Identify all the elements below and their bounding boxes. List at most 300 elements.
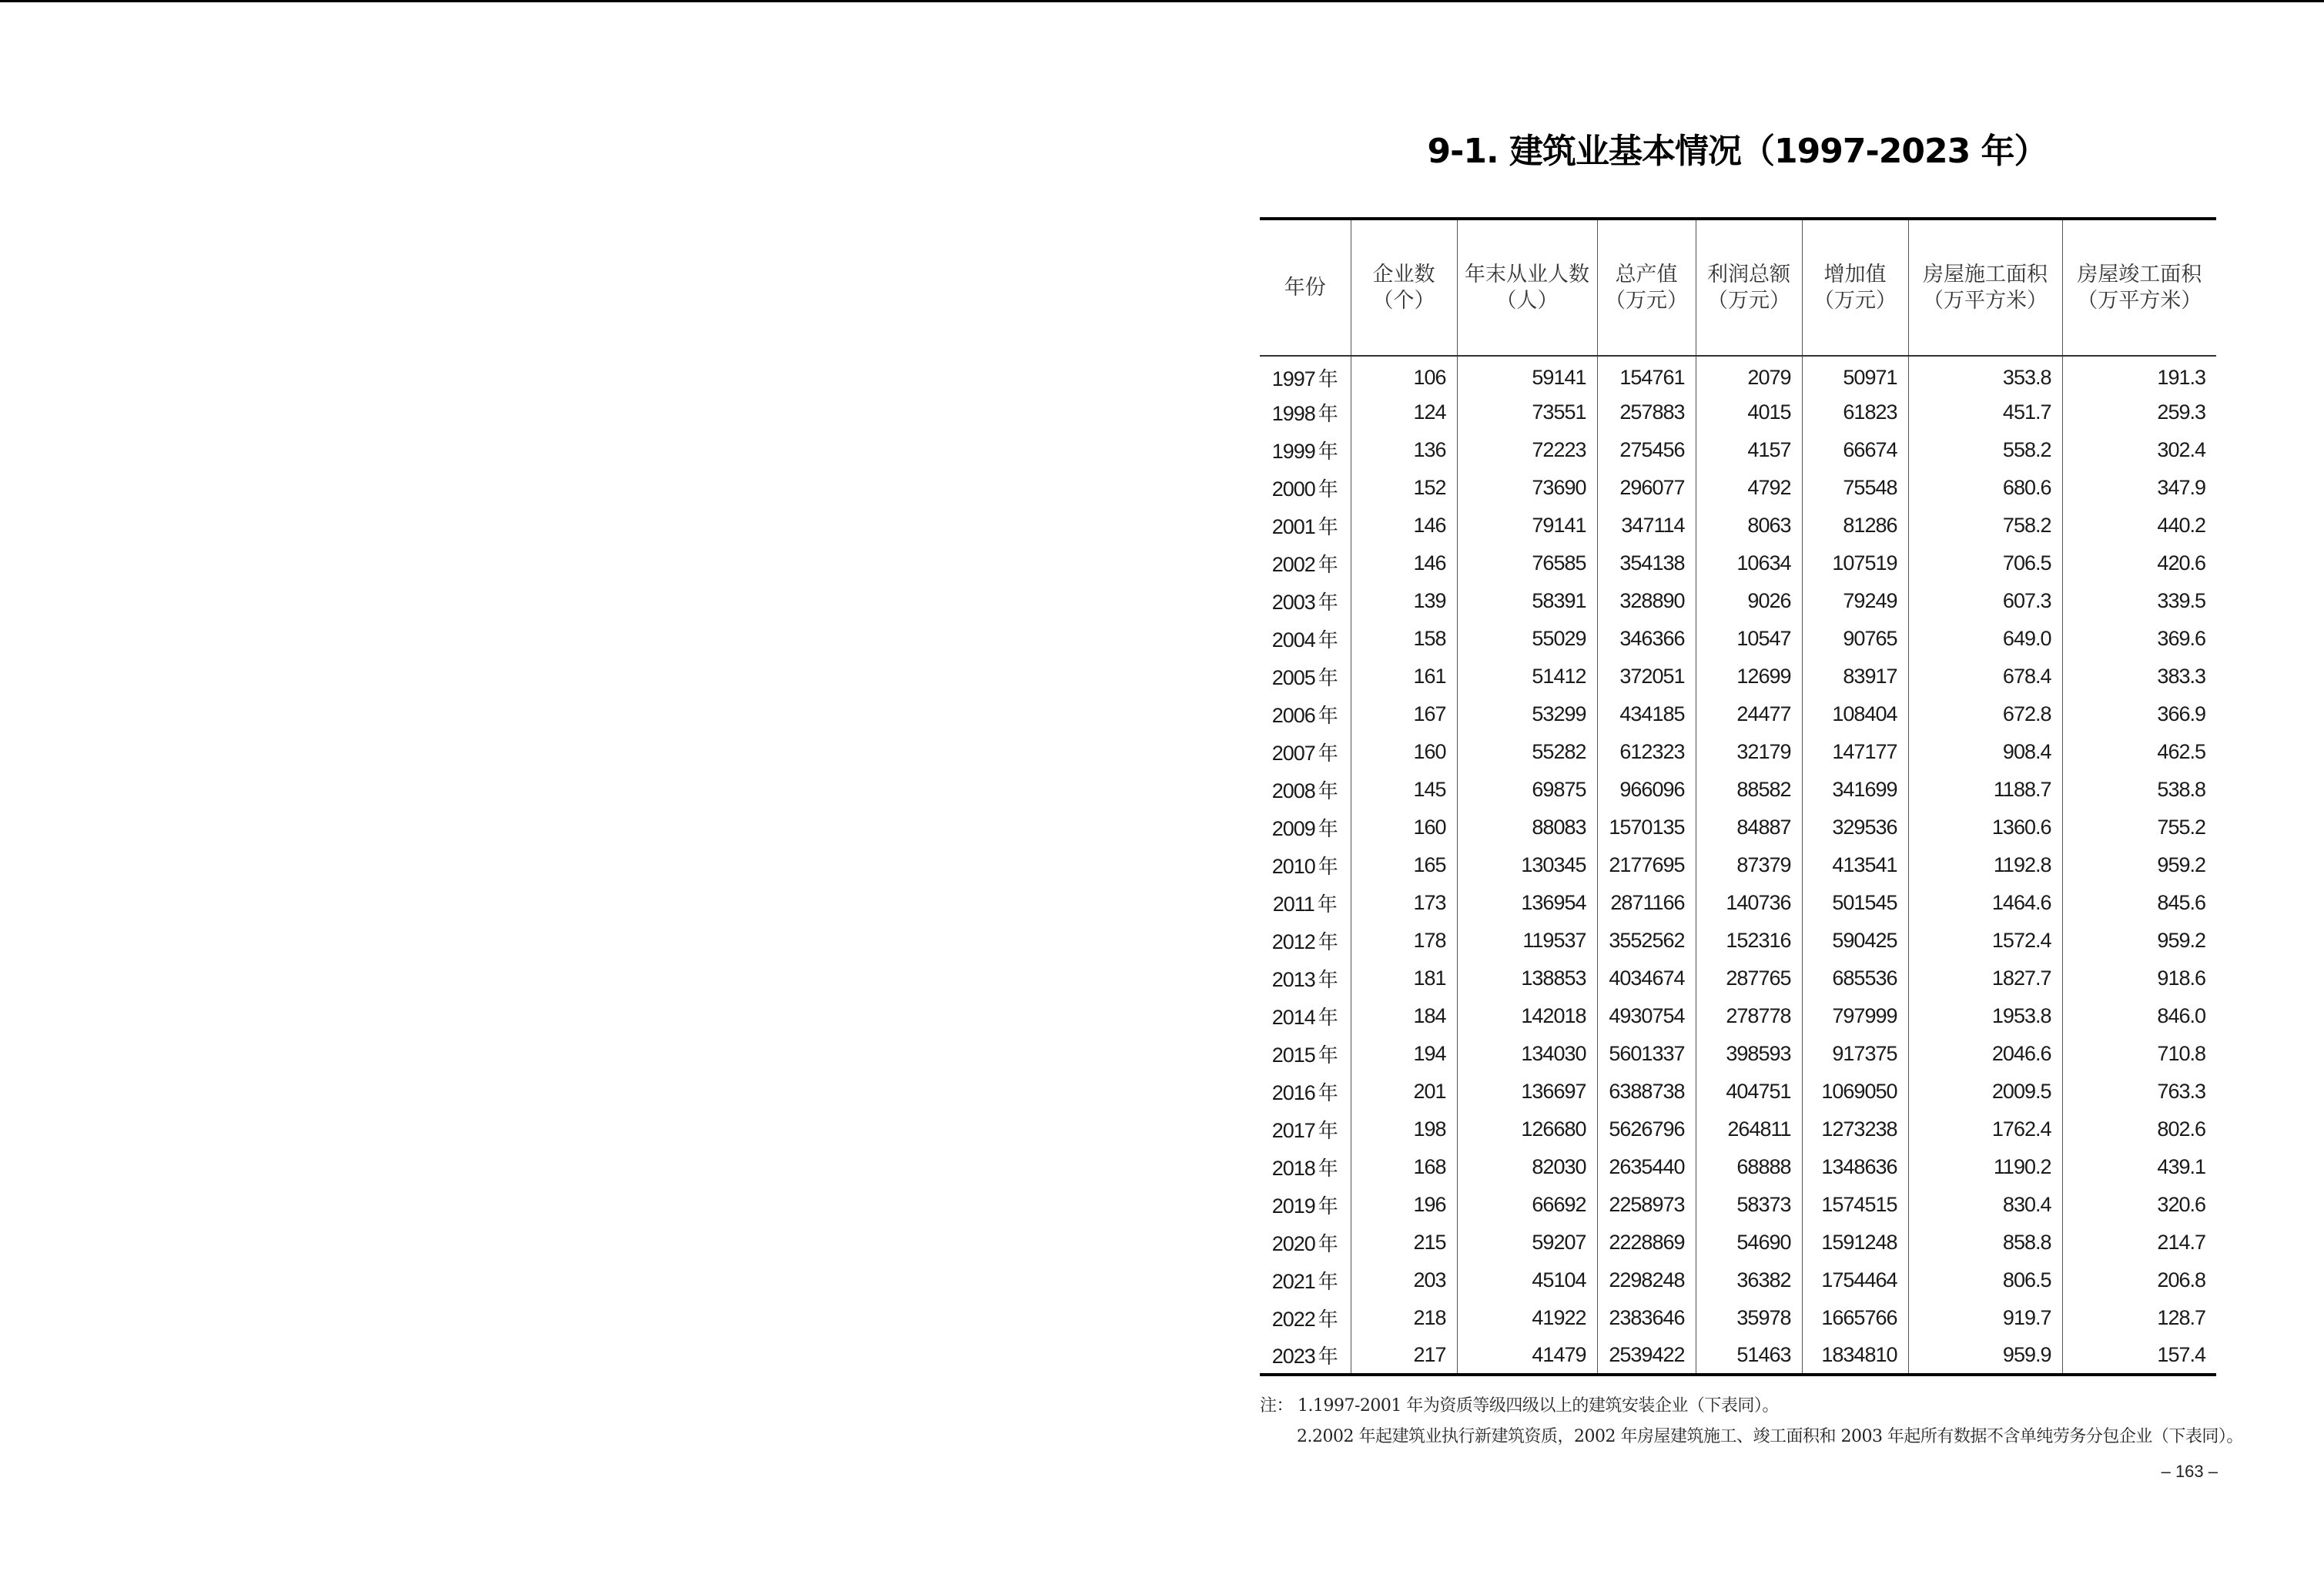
year-suffix: 年 bbox=[1318, 629, 1338, 652]
year-cell bbox=[1260, 1224, 1351, 1261]
output-cell: 2177695 bbox=[1597, 846, 1696, 884]
value-added-cell: 413541 bbox=[1802, 846, 1908, 884]
output-cell: 2539422 bbox=[1597, 1337, 1696, 1375]
construction-area-cell: 1190.2 bbox=[1908, 1148, 2062, 1186]
employees-cell: 45104 bbox=[1457, 1261, 1597, 1299]
value-added-cell: 81286 bbox=[1802, 507, 1908, 544]
profit-cell: 68888 bbox=[1696, 1148, 1802, 1186]
year-value: 1999 bbox=[1271, 440, 1315, 463]
profit-cell: 35978 bbox=[1696, 1299, 1802, 1337]
column-header-unit: （万元） bbox=[1707, 288, 1790, 313]
output-cell: 3552562 bbox=[1597, 922, 1696, 960]
employees-cell: 55029 bbox=[1457, 620, 1597, 658]
year-cell bbox=[1260, 997, 1351, 1035]
construction-area-cell: 908.4 bbox=[1908, 733, 2062, 771]
year-cell bbox=[1260, 960, 1351, 997]
enterprises-cell: 106 bbox=[1351, 356, 1457, 394]
table-container bbox=[1260, 217, 2216, 1376]
table-row bbox=[1260, 582, 2216, 620]
year-cell bbox=[1260, 922, 1351, 960]
completed-area-cell: 302.4 bbox=[2062, 431, 2216, 469]
employees-cell: 69875 bbox=[1457, 771, 1597, 809]
profit-cell: 84887 bbox=[1696, 809, 1802, 846]
enterprises-cell: 198 bbox=[1351, 1111, 1457, 1148]
column-header bbox=[1351, 219, 1457, 356]
output-cell: 4034674 bbox=[1597, 960, 1696, 997]
profit-cell: 4157 bbox=[1696, 431, 1802, 469]
profit-cell: 2079 bbox=[1696, 356, 1802, 394]
value-added-cell: 90765 bbox=[1802, 620, 1908, 658]
completed-area-cell: 420.6 bbox=[2062, 544, 2216, 582]
employees-cell: 51412 bbox=[1457, 658, 1597, 695]
year-value: 1997 bbox=[1271, 367, 1315, 390]
construction-area-cell: 830.4 bbox=[1908, 1186, 2062, 1224]
construction-area-cell: 678.4 bbox=[1908, 658, 2062, 695]
year-value: 2023 bbox=[1271, 1345, 1315, 1368]
footnote-1 bbox=[1260, 1391, 2261, 1422]
output-cell: 2228869 bbox=[1597, 1224, 1696, 1261]
employees-cell: 138853 bbox=[1457, 960, 1597, 997]
year-value: 2020 bbox=[1271, 1232, 1315, 1255]
value-added-cell: 797999 bbox=[1802, 997, 1908, 1035]
table-row bbox=[1260, 733, 2216, 771]
output-cell: 2298248 bbox=[1597, 1261, 1696, 1299]
year-value: 2000 bbox=[1271, 477, 1315, 501]
profit-cell: 9026 bbox=[1696, 582, 1802, 620]
completed-area-cell: 347.9 bbox=[2062, 469, 2216, 507]
output-cell: 347114 bbox=[1597, 507, 1696, 544]
construction-area-cell: 353.8 bbox=[1908, 356, 2062, 394]
profit-cell: 87379 bbox=[1696, 846, 1802, 884]
table-row bbox=[1260, 431, 2216, 469]
employees-cell: 55282 bbox=[1457, 733, 1597, 771]
year-suffix: 年 bbox=[1318, 403, 1338, 426]
table-row bbox=[1260, 1337, 2216, 1375]
enterprises-cell: 145 bbox=[1351, 771, 1457, 809]
year-cell bbox=[1260, 658, 1351, 695]
year-suffix: 年 bbox=[1317, 893, 1338, 916]
profit-cell: 10547 bbox=[1696, 620, 1802, 658]
enterprises-cell: 181 bbox=[1351, 960, 1457, 997]
year-suffix: 年 bbox=[1318, 1308, 1338, 1332]
year-value: 2021 bbox=[1271, 1270, 1315, 1293]
year-value: 2007 bbox=[1271, 742, 1315, 765]
completed-area-cell: 339.5 bbox=[2062, 582, 2216, 620]
year-value: 2019 bbox=[1271, 1194, 1315, 1218]
year-suffix: 年 bbox=[1318, 1195, 1338, 1218]
enterprises-cell: 201 bbox=[1351, 1073, 1457, 1111]
year-suffix: 年 bbox=[1318, 441, 1338, 464]
completed-area-cell: 845.6 bbox=[2062, 884, 2216, 922]
column-header-title: 总产值 bbox=[1615, 262, 1678, 286]
table-row bbox=[1260, 544, 2216, 582]
construction-area-cell: 1953.8 bbox=[1908, 997, 2062, 1035]
table-row bbox=[1260, 356, 2216, 394]
employees-cell: 136954 bbox=[1457, 884, 1597, 922]
completed-area-cell: 206.8 bbox=[2062, 1261, 2216, 1299]
table-row bbox=[1260, 1148, 2216, 1186]
profit-cell: 404751 bbox=[1696, 1073, 1802, 1111]
completed-area-cell: 369.6 bbox=[2062, 620, 2216, 658]
year-value: 2008 bbox=[1271, 779, 1315, 802]
year-suffix: 年 bbox=[1318, 780, 1338, 803]
enterprises-cell: 124 bbox=[1351, 394, 1457, 431]
table-row bbox=[1260, 809, 2216, 846]
year-suffix: 年 bbox=[1318, 1082, 1338, 1105]
employees-cell: 66692 bbox=[1457, 1186, 1597, 1224]
year-value: 2018 bbox=[1271, 1157, 1315, 1180]
profit-cell: 398593 bbox=[1696, 1035, 1802, 1073]
completed-area-cell: 366.9 bbox=[2062, 695, 2216, 733]
value-added-cell: 107519 bbox=[1802, 544, 1908, 582]
column-header bbox=[1260, 219, 1351, 356]
footnotes bbox=[1260, 1391, 2261, 1452]
completed-area-cell: 320.6 bbox=[2062, 1186, 2216, 1224]
year-cell bbox=[1260, 846, 1351, 884]
year-value: 2016 bbox=[1271, 1081, 1315, 1104]
enterprises-cell: 158 bbox=[1351, 620, 1457, 658]
value-added-cell: 66674 bbox=[1802, 431, 1908, 469]
year-suffix: 年 bbox=[1318, 1345, 1338, 1369]
column-header-title: 增加值 bbox=[1823, 262, 1887, 286]
table-row bbox=[1260, 846, 2216, 884]
enterprises-cell: 136 bbox=[1351, 431, 1457, 469]
table-row bbox=[1260, 771, 2216, 809]
year-cell bbox=[1260, 809, 1351, 846]
profit-cell: 264811 bbox=[1696, 1111, 1802, 1148]
profit-cell: 51463 bbox=[1696, 1337, 1802, 1375]
enterprises-cell: 165 bbox=[1351, 846, 1457, 884]
column-header bbox=[2062, 219, 2216, 356]
year-cell bbox=[1260, 1148, 1351, 1186]
year-suffix: 年 bbox=[1318, 516, 1338, 539]
table-row bbox=[1260, 1111, 2216, 1148]
column-header-title: 年末从业人数 bbox=[1465, 262, 1589, 286]
construction-area-cell: 649.0 bbox=[1908, 620, 2062, 658]
value-added-cell: 590425 bbox=[1802, 922, 1908, 960]
completed-area-cell: 191.3 bbox=[2062, 356, 2216, 394]
construction-statistics-table bbox=[1260, 217, 2216, 1376]
completed-area-cell: 802.6 bbox=[2062, 1111, 2216, 1148]
year-suffix: 年 bbox=[1318, 931, 1338, 954]
year-value: 2011 bbox=[1272, 893, 1314, 916]
output-cell: 612323 bbox=[1597, 733, 1696, 771]
profit-cell: 32179 bbox=[1696, 733, 1802, 771]
column-header-title: 房屋施工面积 bbox=[1923, 262, 2048, 286]
profit-cell: 4015 bbox=[1696, 394, 1802, 431]
completed-area-cell: 214.7 bbox=[2062, 1224, 2216, 1261]
year-value: 2003 bbox=[1271, 591, 1315, 614]
value-added-cell: 83917 bbox=[1802, 658, 1908, 695]
year-cell bbox=[1260, 544, 1351, 582]
construction-area-cell: 680.6 bbox=[1908, 469, 2062, 507]
year-cell bbox=[1260, 431, 1351, 469]
employees-cell: 134030 bbox=[1457, 1035, 1597, 1073]
employees-cell: 59141 bbox=[1457, 356, 1597, 394]
column-header bbox=[1802, 219, 1908, 356]
profit-cell: 58373 bbox=[1696, 1186, 1802, 1224]
year-suffix: 年 bbox=[1318, 1233, 1338, 1256]
year-value: 2017 bbox=[1271, 1119, 1315, 1142]
employees-cell: 41479 bbox=[1457, 1337, 1597, 1375]
column-header bbox=[1696, 219, 1802, 356]
construction-area-cell: 2046.6 bbox=[1908, 1035, 2062, 1073]
year-suffix: 年 bbox=[1318, 667, 1338, 690]
value-added-cell: 1834810 bbox=[1802, 1337, 1908, 1375]
year-suffix: 年 bbox=[1318, 856, 1338, 879]
profit-cell: 152316 bbox=[1696, 922, 1802, 960]
employees-cell: 41922 bbox=[1457, 1299, 1597, 1337]
output-cell: 2258973 bbox=[1597, 1186, 1696, 1224]
page-number: – 163 – bbox=[2161, 1462, 2218, 1481]
employees-cell: 73551 bbox=[1457, 394, 1597, 431]
column-header-unit: （个） bbox=[1372, 288, 1435, 313]
year-suffix: 年 bbox=[1318, 591, 1338, 615]
year-cell bbox=[1260, 1186, 1351, 1224]
table-row bbox=[1260, 394, 2216, 431]
value-added-cell: 341699 bbox=[1802, 771, 1908, 809]
year-suffix: 年 bbox=[1318, 818, 1338, 841]
column-header-title: 房屋竣工面积 bbox=[2077, 262, 2202, 286]
enterprises-cell: 168 bbox=[1351, 1148, 1457, 1186]
completed-area-cell: 538.8 bbox=[2062, 771, 2216, 809]
year-cell bbox=[1260, 1111, 1351, 1148]
year-cell bbox=[1260, 695, 1351, 733]
construction-area-cell: 858.8 bbox=[1908, 1224, 2062, 1261]
footnote-1-text: 1.1997-2001 年为资质等级四级以上的建筑安装企业（下表同）。 bbox=[1298, 1396, 1779, 1415]
table-body bbox=[1260, 356, 2216, 1375]
footnote-2 bbox=[1260, 1422, 2261, 1452]
footnote-2-text: 2.2002 年起建筑业执行新建筑资质，2002 年房屋建筑施工、竣工面积和 2003 年起所有数据不含单纯劳务分包企业（下表同）。 bbox=[1297, 1427, 2243, 1446]
year-value: 2014 bbox=[1271, 1006, 1315, 1029]
output-cell: 5626796 bbox=[1597, 1111, 1696, 1148]
column-header-title: 利润总额 bbox=[1707, 262, 1790, 286]
enterprises-cell: 196 bbox=[1351, 1186, 1457, 1224]
year-value: 2005 bbox=[1271, 666, 1315, 689]
employees-cell: 130345 bbox=[1457, 846, 1597, 884]
footnote-prefix: 注： bbox=[1260, 1396, 1294, 1415]
table-row bbox=[1260, 469, 2216, 507]
value-added-cell: 1273238 bbox=[1802, 1111, 1908, 1148]
enterprises-cell: 178 bbox=[1351, 922, 1457, 960]
completed-area-cell: 128.7 bbox=[2062, 1299, 2216, 1337]
year-value: 2012 bbox=[1271, 930, 1315, 953]
year-value: 2010 bbox=[1271, 855, 1315, 878]
value-added-cell: 917375 bbox=[1802, 1035, 1908, 1073]
year-value: 2009 bbox=[1271, 817, 1315, 840]
enterprises-cell: 146 bbox=[1351, 544, 1457, 582]
output-cell: 372051 bbox=[1597, 658, 1696, 695]
enterprises-cell: 152 bbox=[1351, 469, 1457, 507]
table-row bbox=[1260, 1186, 2216, 1224]
value-added-cell: 1591248 bbox=[1802, 1224, 1908, 1261]
value-added-cell: 685536 bbox=[1802, 960, 1908, 997]
value-added-cell: 1069050 bbox=[1802, 1073, 1908, 1111]
year-suffix: 年 bbox=[1318, 742, 1338, 766]
year-suffix: 年 bbox=[1318, 705, 1338, 728]
column-header bbox=[1908, 219, 2062, 356]
output-cell: 257883 bbox=[1597, 394, 1696, 431]
profit-cell: 140736 bbox=[1696, 884, 1802, 922]
value-added-cell: 1574515 bbox=[1802, 1186, 1908, 1224]
column-header-title: 企业数 bbox=[1372, 262, 1435, 286]
construction-area-cell: 558.2 bbox=[1908, 431, 2062, 469]
table-row bbox=[1260, 658, 2216, 695]
completed-area-cell: 959.2 bbox=[2062, 846, 2216, 884]
year-cell bbox=[1260, 1073, 1351, 1111]
year-cell bbox=[1260, 394, 1351, 431]
employees-cell: 53299 bbox=[1457, 695, 1597, 733]
year-cell bbox=[1260, 884, 1351, 922]
column-header bbox=[1457, 219, 1597, 356]
value-added-cell: 79249 bbox=[1802, 582, 1908, 620]
value-added-cell: 61823 bbox=[1802, 394, 1908, 431]
year-cell bbox=[1260, 469, 1351, 507]
top-border-rule bbox=[0, 0, 2324, 2]
year-value: 2001 bbox=[1271, 515, 1315, 538]
table-row bbox=[1260, 1261, 2216, 1299]
year-cell bbox=[1260, 1261, 1351, 1299]
year-suffix: 年 bbox=[1318, 1044, 1338, 1067]
profit-cell: 36382 bbox=[1696, 1261, 1802, 1299]
completed-area-cell: 763.3 bbox=[2062, 1073, 2216, 1111]
output-cell: 154761 bbox=[1597, 356, 1696, 394]
year-cell bbox=[1260, 507, 1351, 544]
column-header-unit: （万元） bbox=[1813, 288, 1897, 313]
employees-cell: 58391 bbox=[1457, 582, 1597, 620]
year-value: 2004 bbox=[1271, 628, 1315, 652]
completed-area-cell: 157.4 bbox=[2062, 1337, 2216, 1375]
employees-cell: 88083 bbox=[1457, 809, 1597, 846]
enterprises-cell: 160 bbox=[1351, 733, 1457, 771]
year-value: 2015 bbox=[1271, 1044, 1315, 1067]
employees-cell: 72223 bbox=[1457, 431, 1597, 469]
construction-area-cell: 1464.6 bbox=[1908, 884, 2062, 922]
completed-area-cell: 383.3 bbox=[2062, 658, 2216, 695]
employees-cell: 136697 bbox=[1457, 1073, 1597, 1111]
table-row bbox=[1260, 1224, 2216, 1261]
construction-area-cell: 758.2 bbox=[1908, 507, 2062, 544]
year-value: 2022 bbox=[1271, 1308, 1315, 1331]
table-row bbox=[1260, 1035, 2216, 1073]
output-cell: 4930754 bbox=[1597, 997, 1696, 1035]
construction-area-cell: 1192.8 bbox=[1908, 846, 2062, 884]
table-header-row bbox=[1260, 219, 2216, 356]
completed-area-cell: 439.1 bbox=[2062, 1148, 2216, 1186]
profit-cell: 4792 bbox=[1696, 469, 1802, 507]
table-row bbox=[1260, 507, 2216, 544]
value-added-cell: 75548 bbox=[1802, 469, 1908, 507]
construction-area-cell: 672.8 bbox=[1908, 695, 2062, 733]
profit-cell: 278778 bbox=[1696, 997, 1802, 1035]
employees-cell: 142018 bbox=[1457, 997, 1597, 1035]
construction-area-cell: 706.5 bbox=[1908, 544, 2062, 582]
column-header-unit: （万平方米） bbox=[1923, 288, 2048, 313]
column-header-unit: （万平方米） bbox=[2077, 288, 2202, 313]
enterprises-cell: 146 bbox=[1351, 507, 1457, 544]
value-added-cell: 50971 bbox=[1802, 356, 1908, 394]
employees-cell: 119537 bbox=[1457, 922, 1597, 960]
completed-area-cell: 755.2 bbox=[2062, 809, 2216, 846]
enterprises-cell: 194 bbox=[1351, 1035, 1457, 1073]
construction-area-cell: 1827.7 bbox=[1908, 960, 2062, 997]
year-value: 2006 bbox=[1271, 704, 1315, 727]
completed-area-cell: 440.2 bbox=[2062, 507, 2216, 544]
year-suffix: 年 bbox=[1318, 367, 1338, 391]
output-cell: 966096 bbox=[1597, 771, 1696, 809]
construction-area-cell: 451.7 bbox=[1908, 394, 2062, 431]
completed-area-cell: 259.3 bbox=[2062, 394, 2216, 431]
year-suffix: 年 bbox=[1318, 969, 1338, 992]
output-cell: 1570135 bbox=[1597, 809, 1696, 846]
construction-area-cell: 607.3 bbox=[1908, 582, 2062, 620]
enterprises-cell: 167 bbox=[1351, 695, 1457, 733]
enterprises-cell: 184 bbox=[1351, 997, 1457, 1035]
output-cell: 328890 bbox=[1597, 582, 1696, 620]
value-added-cell: 501545 bbox=[1802, 884, 1908, 922]
table-row bbox=[1260, 620, 2216, 658]
column-header bbox=[1597, 219, 1696, 356]
construction-area-cell: 919.7 bbox=[1908, 1299, 2062, 1337]
enterprises-cell: 217 bbox=[1351, 1337, 1457, 1375]
table-row bbox=[1260, 695, 2216, 733]
profit-cell: 12699 bbox=[1696, 658, 1802, 695]
table-row bbox=[1260, 1073, 2216, 1111]
profit-cell: 10634 bbox=[1696, 544, 1802, 582]
enterprises-cell: 203 bbox=[1351, 1261, 1457, 1299]
completed-area-cell: 959.2 bbox=[2062, 922, 2216, 960]
year-cell bbox=[1260, 582, 1351, 620]
year-value: 2013 bbox=[1271, 968, 1315, 991]
completed-area-cell: 846.0 bbox=[2062, 997, 2216, 1035]
year-suffix: 年 bbox=[1318, 1271, 1338, 1294]
enterprises-cell: 160 bbox=[1351, 809, 1457, 846]
enterprises-cell: 215 bbox=[1351, 1224, 1457, 1261]
table-row bbox=[1260, 960, 2216, 997]
output-cell: 434185 bbox=[1597, 695, 1696, 733]
completed-area-cell: 710.8 bbox=[2062, 1035, 2216, 1073]
value-added-cell: 108404 bbox=[1802, 695, 1908, 733]
table-row bbox=[1260, 997, 2216, 1035]
enterprises-cell: 161 bbox=[1351, 658, 1457, 695]
year-cell bbox=[1260, 620, 1351, 658]
construction-area-cell: 2009.5 bbox=[1908, 1073, 2062, 1111]
enterprises-cell: 173 bbox=[1351, 884, 1457, 922]
year-cell bbox=[1260, 1035, 1351, 1073]
employees-cell: 82030 bbox=[1457, 1148, 1597, 1186]
profit-cell: 287765 bbox=[1696, 960, 1802, 997]
year-value: 2002 bbox=[1271, 553, 1315, 576]
output-cell: 2635440 bbox=[1597, 1148, 1696, 1186]
profit-cell: 54690 bbox=[1696, 1224, 1802, 1261]
output-cell: 354138 bbox=[1597, 544, 1696, 582]
output-cell: 346366 bbox=[1597, 620, 1696, 658]
employees-cell: 126680 bbox=[1457, 1111, 1597, 1148]
value-added-cell: 329536 bbox=[1802, 809, 1908, 846]
construction-area-cell: 1188.7 bbox=[1908, 771, 2062, 809]
construction-area-cell: 959.9 bbox=[1908, 1337, 2062, 1375]
construction-area-cell: 1762.4 bbox=[1908, 1111, 2062, 1148]
value-added-cell: 1665766 bbox=[1802, 1299, 1908, 1337]
completed-area-cell: 462.5 bbox=[2062, 733, 2216, 771]
year-value: 1998 bbox=[1271, 402, 1315, 425]
employees-cell: 79141 bbox=[1457, 507, 1597, 544]
profit-cell: 24477 bbox=[1696, 695, 1802, 733]
output-cell: 2383646 bbox=[1597, 1299, 1696, 1337]
column-header-unit: （人） bbox=[1495, 288, 1559, 313]
completed-area-cell: 918.6 bbox=[2062, 960, 2216, 997]
table-row bbox=[1260, 922, 2216, 960]
